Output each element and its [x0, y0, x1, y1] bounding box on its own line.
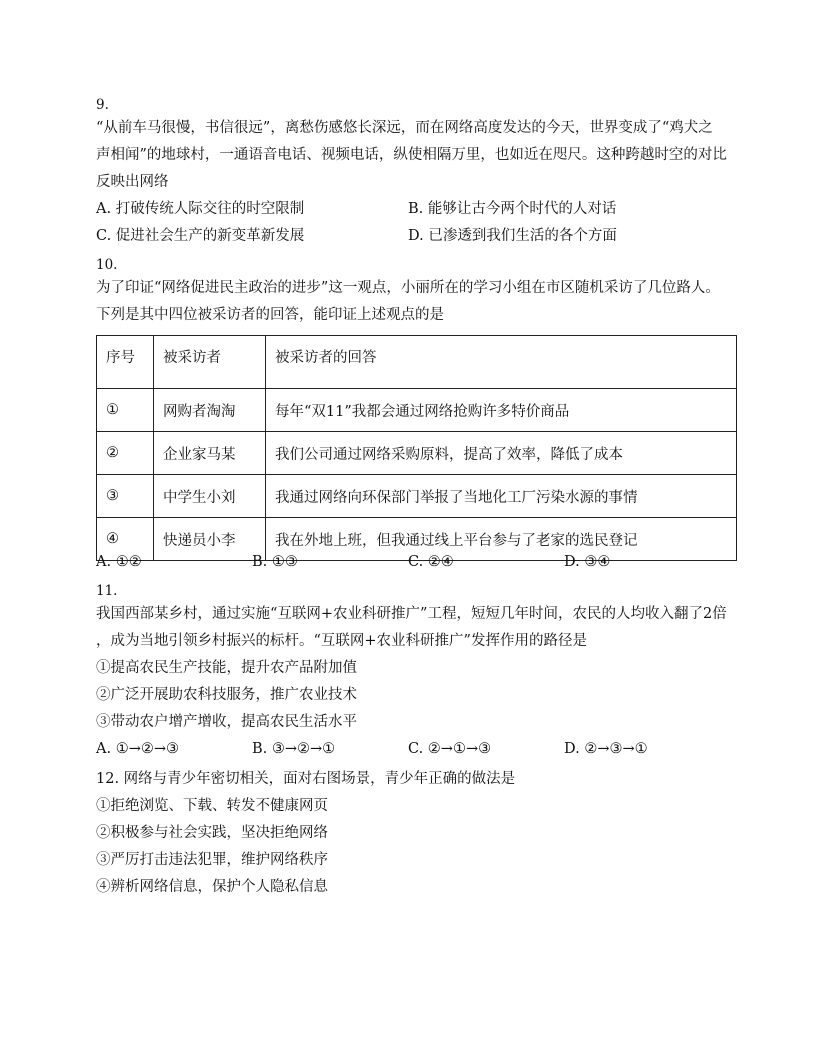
question-number: 10.	[96, 257, 118, 273]
table-header-row	[97, 336, 737, 389]
option-a[interactable]: A. ①→②→③	[96, 741, 179, 757]
option-c[interactable]: C. ②④	[408, 554, 454, 570]
question-number: 11.	[96, 583, 118, 599]
statement-item: ②广泛开展助农科技服务，推广农业技术	[96, 687, 357, 703]
table-cell: ②	[97, 432, 154, 475]
question-10	[96, 255, 741, 329]
question-stem-line: “从前车马很慢，书信很远”，离愁伤感悠长深远，而在网络高度发达的今天，世界变成了“鸡犬之	[96, 120, 713, 136]
table-cell: ③	[97, 475, 154, 518]
table-cell: 网购者淘淘	[154, 389, 266, 432]
table-header-cell: 被采访者	[154, 336, 266, 389]
options-row	[96, 736, 741, 763]
option-b[interactable]: B. 能够让古今两个时代的人对话	[408, 201, 617, 217]
option-d[interactable]: D. ②→③→①	[564, 741, 648, 757]
statement-item: ③带动农户增产增收，提高农民生活水平	[96, 714, 357, 730]
table-cell: 每年“双11”我都会通过网络抢购许多特价商品	[266, 389, 737, 432]
table-row	[97, 389, 737, 432]
table-row	[97, 432, 737, 475]
statement-item: ④辨析网络信息，保护个人隐私信息	[96, 879, 328, 895]
question-stem-line: 声相闻”的地球村，一通语音电话、视频电话，纵使相隔万里，也如近在咫尺。这种跨越时空的对比	[96, 147, 727, 163]
statement-item: ③严厉打击违法犯罪，维护网络秩序	[96, 852, 328, 868]
table-cell: 中学生小刘	[154, 475, 266, 518]
table-cell: ①	[97, 389, 154, 432]
table-cell: 我通过网络向环保部门举报了当地化工厂污染水源的事情	[266, 475, 737, 518]
options-row	[96, 223, 741, 250]
option-b[interactable]: B. ①③	[252, 554, 298, 570]
option-a[interactable]: A. ①②	[96, 554, 142, 570]
interview-table	[96, 335, 737, 561]
option-a[interactable]: A. 打破传统人际交往的时空限制	[96, 201, 305, 217]
statement-item: ①拒绝浏览、下载、转发不健康网页	[96, 798, 328, 814]
question-10-options	[96, 550, 741, 574]
option-d[interactable]: D. ③④	[564, 554, 611, 570]
table-header-cell: 被采访者的回答	[266, 336, 737, 389]
table-cell: 快递员小李	[154, 518, 266, 561]
option-b[interactable]: B. ③→②→①	[252, 741, 336, 757]
option-c[interactable]: C. ②→①→③	[408, 741, 492, 757]
question-12	[96, 766, 741, 901]
option-c[interactable]: C. 促进社会生产的新变革新发展	[96, 228, 305, 244]
question-stem-line: 反映出网络	[96, 174, 169, 190]
table-cell: 我在外地上班，但我通过线上平台参与了老家的选民登记	[266, 518, 737, 561]
statement-item: ①提高农民生产技能，提升农产品附加值	[96, 660, 357, 676]
question-stem-line: ，成为当地引领乡村振兴的标杆。“互联网+农业科研推广”发挥作用的路径是	[96, 633, 587, 649]
table-cell: 企业家马某	[154, 432, 266, 475]
option-d[interactable]: D. 已渗透到我们生活的各个方面	[408, 228, 617, 244]
question-number: 9.	[96, 97, 109, 113]
question-stem-line: 下列是其中四位被采访者的回答，能印证上述观点的是	[96, 307, 444, 323]
statement-item: ②积极参与社会实践，坚决拒绝网络	[96, 825, 328, 841]
question-11	[96, 581, 741, 763]
question-stem-line: 12. 网络与青少年密切相关，面对右图场景，青少年正确的做法是	[96, 771, 516, 787]
question-stem-line: 我国西部某乡村，通过实施“互联网+农业科研推广”工程，短短几年时间，农民的人均收入翻了2倍	[96, 606, 727, 622]
options-row	[96, 550, 741, 574]
question-stem-line: 为了印证“网络促进民主政治的进步”这一观点，小丽所在的学习小组在市区随机采访了几位路人。	[96, 280, 720, 296]
table-cell: 我们公司通过网络采购原料，提高了效率，降低了成本	[266, 432, 737, 475]
table-header-cell: 序号	[97, 336, 154, 389]
question-9	[96, 95, 741, 250]
options-row	[96, 196, 741, 223]
table-row	[97, 475, 737, 518]
table-cell: ④	[97, 518, 154, 561]
